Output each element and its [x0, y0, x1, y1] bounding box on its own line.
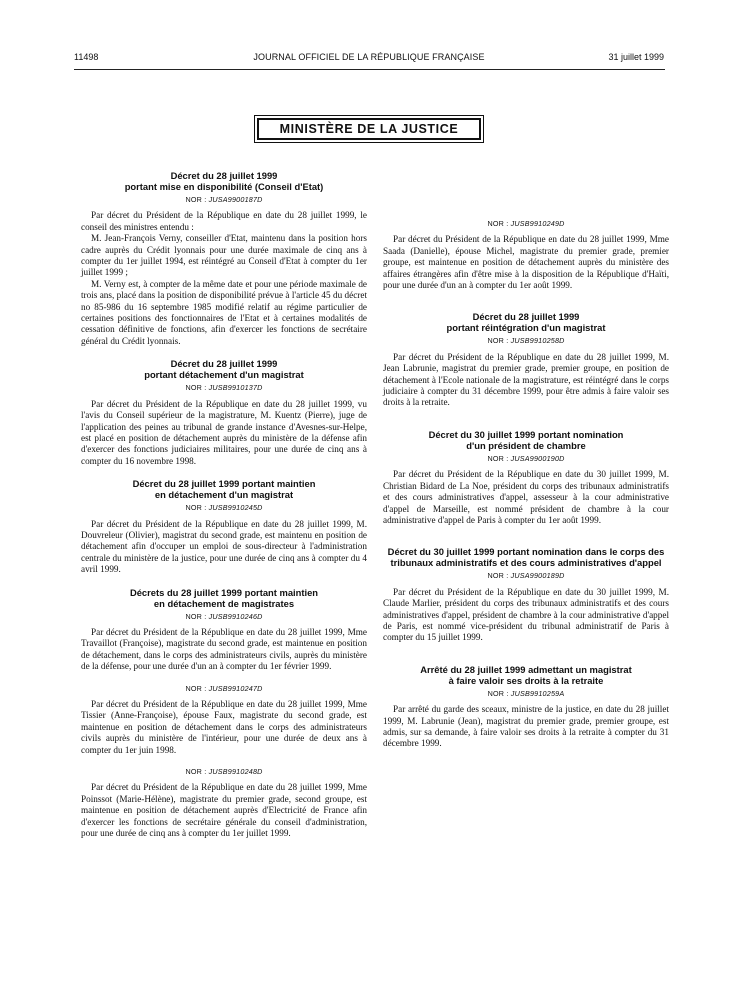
ministry-title: MINISTÈRE DE LA JUSTICE: [257, 118, 481, 140]
decree-paragraph: Par décret du Président de la République en date du 30 juillet 1999, M. Christian Bidard de La Noe, président du corps des tribunaux administratifs et des cours administratives d'appel, assesseur à la cour administrative d'appel de Marseille, est nommé président de chambre à la cour administrative d'appel de Paris à compter du 1er août 1999.: [383, 469, 669, 525]
decree-title: Décret du 28 juillet 1999 portant détachement d'un magistrat: [144, 358, 304, 381]
decree-title: Arrêté du 28 juillet 1999 admettant un magistrat à faire valoir ses droits à la retraite: [420, 663, 632, 686]
decree-title: Décret du 28 juillet 1999 portant réintégration d'un magistrat: [446, 311, 606, 334]
decree-paragraph: Par décret du Président de la République en date du 28 juillet 1999, Mme Tissier (Anne-Françoise), épouse Faux, magistrate du second grade, est maintenue en position de détachement dans le corps des administrateurs civils auprès du ministère de l'intérieur, pour une durée de deux ans à compter du 1er juin 1998.: [81, 699, 367, 755]
page-number: 11498: [74, 52, 99, 62]
nor-reference: NOR : JUSB9910259A: [487, 688, 565, 698]
decree-paragraph: Par décret du Président de la République en date du 28 juillet 1999, M. Jean Labrunie, magistrat du premier grade, premier groupe, en position de détachement à l'Ecole nationale de la magistrature, est réintégré dans le corps judiciaire à compter du 31 décembre 1999, pour être admis à faire valoir ses droits à la retraite.: [383, 351, 669, 408]
nor-reference: NOR : JUSB9910137D: [185, 383, 263, 393]
decree-paragraph: Par arrêté du garde des sceaux, ministre de la justice, en date du 28 juillet 1999, M. Labrunie (Jean), magistrat du premier grade, premier groupe, est admis, sur sa demande, à faire valoir ses droits à la retraite à compter du 31 décembre 1999.: [383, 704, 669, 749]
decree-title: Décret du 30 juillet 1999 portant nomination d'un président de chambre: [428, 428, 624, 451]
decree-title: Décret du 30 juillet 1999 portant nomination dans le corps des tribunaux administratifs et des cours administratives d'appel: [387, 546, 665, 569]
decree-maintien-saada: [383, 218, 669, 291]
nor-reference: NOR : JUSA9900190D: [487, 453, 565, 463]
left-column: [81, 170, 367, 839]
decree-mise-en-disponibilite: [81, 170, 367, 347]
decree-title: Décret du 28 juillet 1999 portant mise en disponibilité (Conseil d'Etat): [124, 170, 324, 192]
decree-paragraph: Par décret du Président de la République en date du 28 juillet 1999, M. Douvreleur (Olivier), magistrat du second grade, est maintenu en position de détachement afin d'occuper un emploi de sous-directeur à l'administration centrale du ministère de la justice, pour une durée de cinq ans à compter du 4 avril 1999.: [81, 518, 367, 575]
page-header: [74, 52, 664, 66]
arrete-retraite-labrunie: [383, 664, 669, 750]
nor-reference: NOR : JUSB9910247D: [185, 683, 263, 693]
decree-title: Décrets du 28 juillet 1999 portant maintien en détachement de magistrates: [129, 586, 319, 609]
decrees-maintien-magistrates: [81, 587, 367, 840]
decree-paragraph: Par décret du Président de la République en date du 30 juillet 1999, M. Claude Marlier, président du corps des tribunaux administratifs et des cours administratives d'appel, président de chambre à la cour administrative d'appel de Paris, est nommé vice-président du tribunal administratif de Paris à compter du 15 juillet 1999.: [383, 586, 669, 643]
decree-nomination-bidard: [383, 429, 669, 526]
nor-reference: NOR : JUSB9910245D: [185, 503, 263, 513]
nor-reference: NOR : JUSB9910246D: [185, 611, 263, 621]
issue-date: 31 juillet 1999: [608, 52, 664, 62]
nor-reference: NOR : JUSA9900189D: [487, 571, 565, 581]
nor-reference: NOR : JUSB9910248D: [185, 767, 263, 777]
decree-maintien-douvreleur: [81, 478, 367, 575]
right-column: [383, 170, 669, 750]
decree-paragraph: Par décret du Président de la République en date du 28 juillet 1999, Mme Saada (Danielle), épouse Michel, magistrate du premier grade, premier groupe, est maintenue en position de détachement auprès du ministère des affaires étrangères afin d'être mise à la disposition de la République d'Haïti, pour une durée d'un an à compter du 1er août 1999.: [383, 234, 669, 291]
decree-title: Décret du 28 juillet 1999 portant maintien en détachement d'un magistrat: [132, 478, 316, 501]
nor-reference: NOR : JUSA9900187D: [185, 195, 263, 204]
decree-reintegration-labrunie: [383, 311, 669, 408]
nor-reference: NOR : JUSB9910258D: [487, 336, 565, 346]
decree-paragraph: M. Verny est, à compter de la même date et pour une période maximale de trois ans, placé dans la position de disponibilité prévue à l'article 45 du décret no 85-986 du 16 septembre 1985 modifié relatif au régime particulier de certaines positions des fonctionnaires de l'Etat et à certaines modalités de cessation définitive de fonctions, afin d'exercer les fonctions de secrétaire général du Crédit lyonnais.: [81, 278, 367, 346]
decree-paragraph: Par décret du Président de la République en date du 28 juillet 1999, le conseil des ministres entendu :: [81, 210, 367, 232]
decree-paragraph: Par décret du Président de la République en date du 28 juillet 1999, vu l'avis du Conseil supérieur de la magistrature, M. Kuentz (Pierre), juge de l'application des peines au tribunal de grande instance d'Avesnes-sur-Helpe, est placé en position de détachement auprès du ministère de la défense afin d'exercer des fonctions judiciaires militaires, pour une durée de cinq ans à compter du 16 novembre 1998.: [81, 398, 367, 466]
journal-title: JOURNAL OFFICIEL DE LA RÉPUBLIQUE FRANÇAISE: [253, 52, 485, 62]
ministry-box: [254, 115, 484, 143]
decree-paragraph: Par décret du Président de la République en date du 28 juillet 1999, Mme Travaillot (Françoise), magistrate du second grade, est maintenue en position de détachement, dans le corps des administrateurs civils, auprès du ministère de la défense, pour une durée d'un an à compter du 1er février 1999.: [81, 626, 367, 672]
decree-paragraph: Par décret du Président de la République en date du 28 juillet 1999, Mme Poinssot (Marie-Hélène), magistrate du premier grade, second groupe, est maintenue en position de détachement auprès d'Electricité de France afin d'exercer les fonctions de secrétaire générale du conseil d'administration, pour une durée de cinq ans à compter du 1er juillet 1999.: [81, 782, 367, 839]
header-rule: [74, 69, 665, 70]
decree-nomination-marlier: [383, 546, 669, 643]
nor-reference: NOR : JUSB9910249D: [487, 219, 565, 228]
decree-detachement-kuentz: [81, 358, 367, 467]
decree-paragraph: M. Jean-François Verny, conseiller d'Etat, maintenu dans la position hors cadre auprès du Crédit lyonnais pour une durée maximale de cinq ans à compter du 1er juillet 1994, est réintégré au Conseil d'Etat à compter du 1er juillet 1999 ;: [81, 233, 367, 278]
